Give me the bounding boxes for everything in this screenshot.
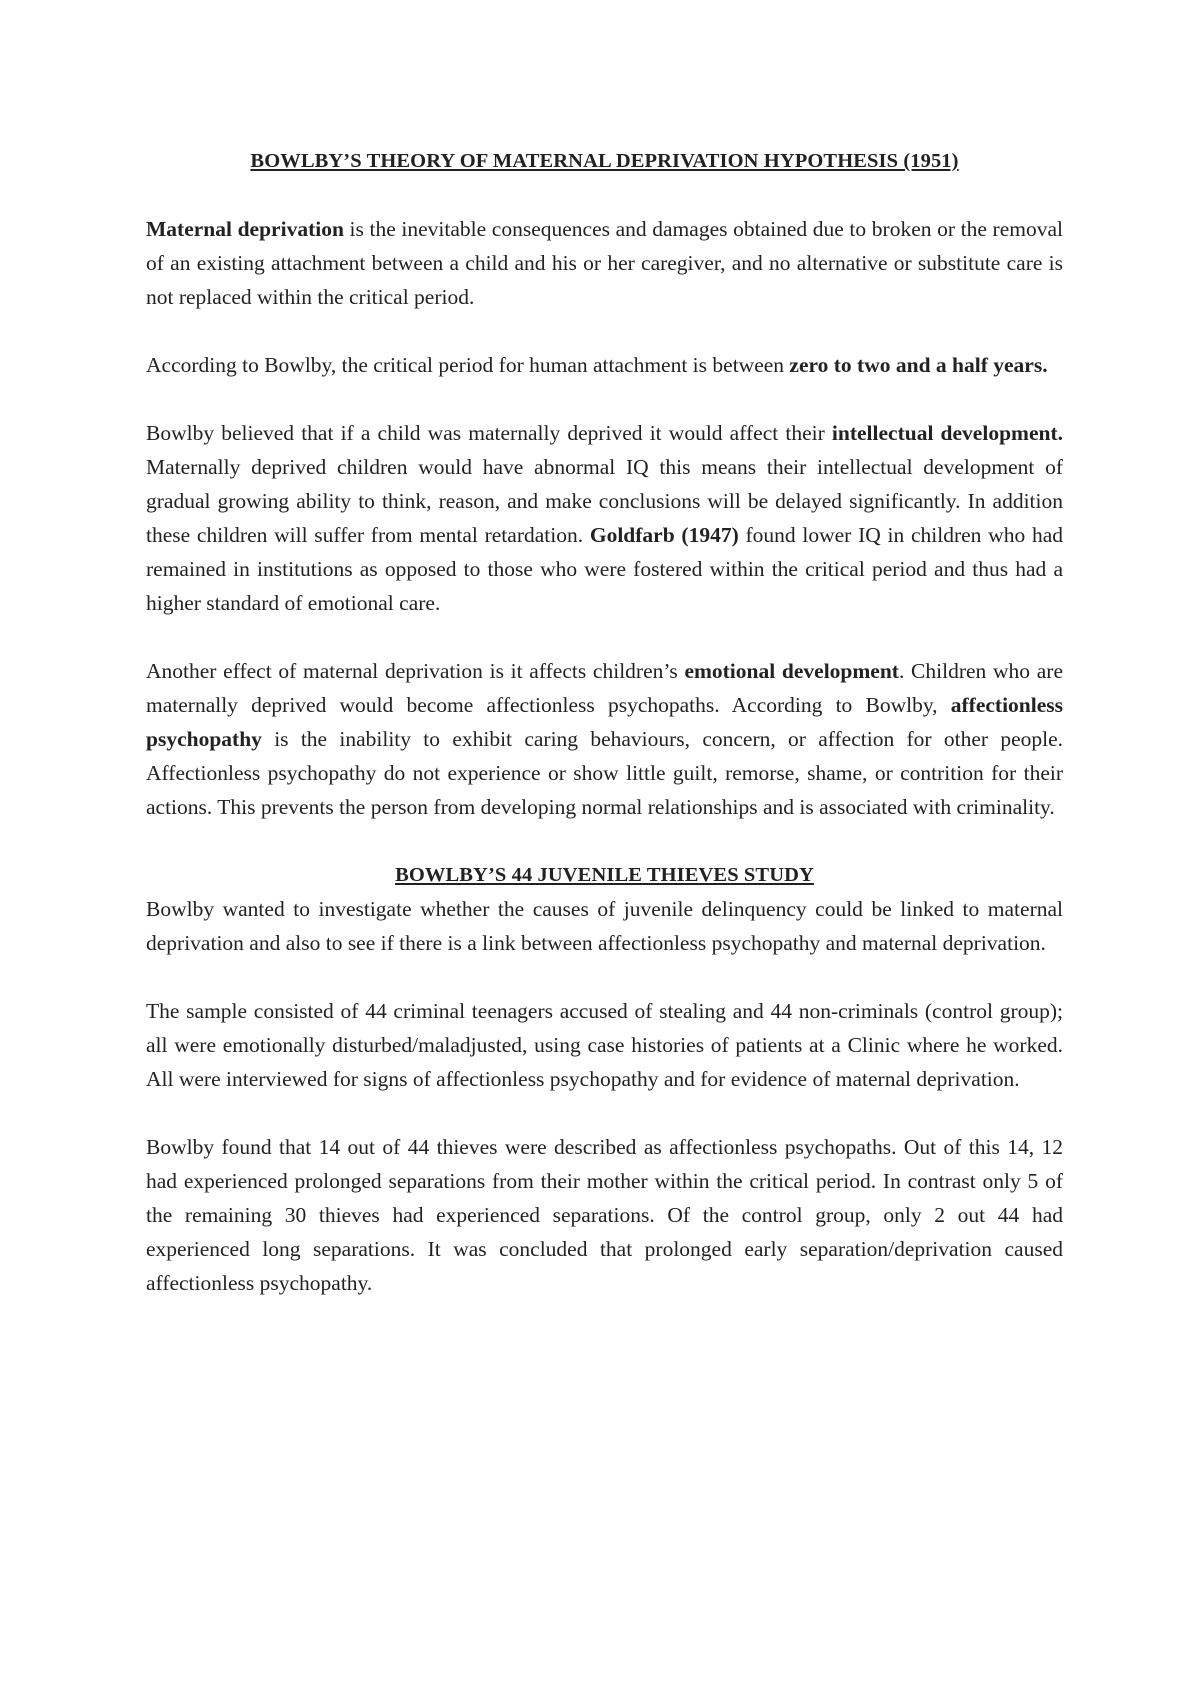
paragraph-text: According to Bowlby, the critical period for human attachment is between bbox=[146, 353, 790, 377]
term-intellectual-development: intellectual development. bbox=[831, 421, 1063, 445]
paragraph-emotional-development bbox=[146, 654, 1063, 824]
term-critical-period-range: zero to two and a half years. bbox=[789, 353, 1048, 377]
paragraph-text: Maternally deprived children would have abnormal IQ this means their intellectual development of gradual growing ability to think, reason, and make conclusions will be delayed significantly. In addition these children will suffer from mental retardation. bbox=[146, 455, 1063, 547]
paragraph-text: Another effect of maternal deprivation is it affects children’s bbox=[146, 659, 685, 683]
paragraph-text: found lower IQ in children who had remained in institutions as opposed to those who were fostered within the critical period and thus had a higher standard of emotional care. bbox=[146, 523, 1063, 615]
paragraph-study-aim: Bowlby wanted to investigate whether the causes of juvenile delinquency could be linked to maternal deprivation and also to see if there is a link between affectionless psychopathy and maternal deprivation. bbox=[146, 897, 1063, 955]
paragraph-study-findings: Bowlby found that 14 out of 44 thieves were described as affectionless psychopaths. Out of this 14, 12 had experienced prolonged separations from their mother within the critical period. In contrast only 5 of the remaining 30 thieves had experienced separations. Of the control group, only 2 out 44 had experienced long separations. It was concluded that prolonged early separation/deprivation caused affectionless psychopathy. bbox=[146, 1135, 1063, 1295]
paragraph-intellectual-development bbox=[146, 416, 1063, 620]
term-maternal-deprivation: Maternal deprivation bbox=[146, 217, 344, 241]
term-emotional-development: emotional development bbox=[684, 659, 899, 683]
paragraph-text: Bowlby believed that if a child was maternally deprived it would affect their bbox=[146, 421, 832, 445]
study-heading: BOWLBY’S 44 JUVENILE THIEVES STUDY bbox=[395, 864, 814, 886]
paragraph-text: . Children who are maternally deprived would become affectionless psychopaths. According to Bowlby, bbox=[146, 659, 1064, 717]
paragraph-critical-period bbox=[146, 348, 1063, 382]
paragraph-maternal-deprivation-definition bbox=[146, 212, 1063, 314]
term-affectionless-psychopathy: affectionless psychopathy bbox=[146, 693, 1063, 751]
main-heading: BOWLBY’S THEORY OF MATERNAL DEPRIVATION HYPOTHESIS (1951) bbox=[250, 150, 959, 172]
paragraph-study-sample: The sample consisted of 44 criminal teenagers accused of stealing and 44 non-criminals (control group); all were emotionally disturbed/maladjusted, using case histories of patients at a Clinic where he worked. All were interviewed for signs of affectionless psychopathy and for evidence of maternal deprivation. bbox=[146, 999, 1063, 1091]
paragraph-text: is the inability to exhibit caring behaviours, concern, or affection for other people. Affectionless psychopathy do not experience or show little guilt, remorse, shame, or contrition for their actions. This prevents the person from developing normal relationships and is associated with criminality. bbox=[146, 727, 1063, 819]
paragraph-text: is the inevitable consequences and damages obtained due to broken or the removal of an existing attachment between a child and his or her caregiver, and no alternative or substitute care is not replaced within the critical period. bbox=[146, 217, 1063, 309]
term-goldfarb: Goldfarb (1947) bbox=[589, 523, 739, 547]
